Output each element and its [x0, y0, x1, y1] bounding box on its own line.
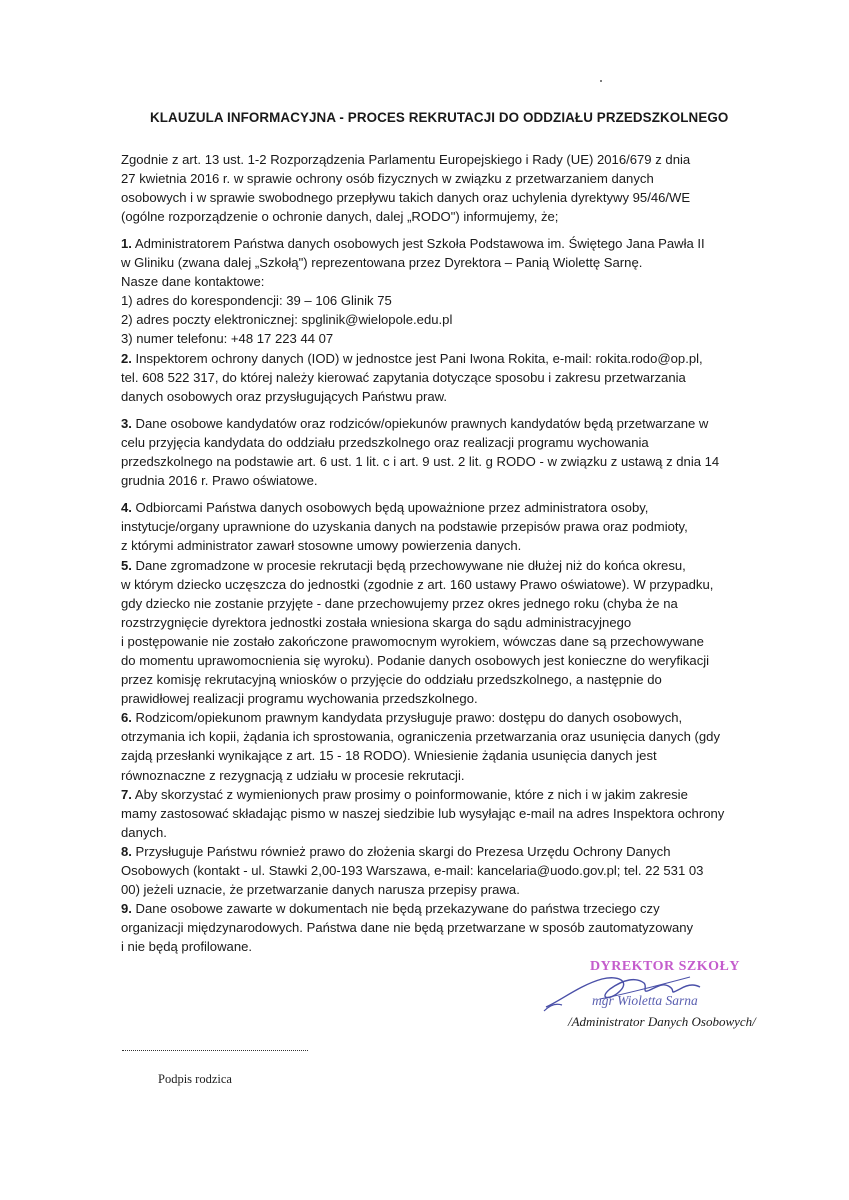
clause-7	[121, 785, 769, 842]
clause-line: do momentu uprawomocnienia się wyroku). Podanie danych osobowych jest konieczne do weryfikacji	[121, 652, 710, 668]
clause-line: mamy zastosować składając pismo w naszej siedzibie lub wysyłając e-mail na adres Inspektora ochrony	[121, 805, 725, 821]
clause-line: Dane osobowe kandydatów oraz rodziców/opiekunów prawnych kandydatów będą przetwarzane w	[131, 415, 709, 431]
clause-line: i nie będą profilowane.	[121, 939, 253, 955]
clause-line: przedszkolnego na podstawie art. 6 ust. 1 lit. c i art. 9 ust. 2 lit. g RODO - w związku z ustawą z dnia 14	[121, 454, 720, 470]
clause-line: 1) adres do korespondencji: 39 – 106 Glinik 75	[121, 293, 392, 309]
clause-line: tel. 608 522 317, do której należy kierować zapytania dotyczące sposobu i zakresu przetwarzania	[121, 369, 686, 385]
clause-line: 3) numer telefonu: +48 17 223 44 07	[121, 331, 334, 347]
clause-line: zajdą przesłanki wynikające z art. 15 - 18 RODO). Wniesienie żądania usunięcia danych jest	[121, 748, 657, 764]
clause-line: prawidłowej realizacji programu wychowania przedszkolnego.	[121, 691, 478, 707]
clause-5	[121, 556, 769, 709]
clause-number: 7.	[121, 786, 132, 802]
clause-first-line	[121, 899, 769, 918]
paper-speck	[600, 80, 602, 82]
clause-line: instytucje/organy uprawnione do uzyskania danych na podstawie przepisów prawa oraz podmioty,	[121, 519, 688, 535]
clause-number: 2.	[121, 350, 132, 366]
clause-3	[121, 414, 769, 490]
clause-first-line	[121, 234, 769, 253]
clause-line: 2) adres poczty elektronicznej: spglinik@wielopole.edu.pl	[121, 312, 453, 328]
clause-first-line	[121, 414, 769, 433]
clause-number: 6.	[121, 710, 132, 726]
clause-line: Inspektorem ochrony danych (IOD) w jednostce jest Pani Iwona Rokita, e-mail: rokita.rodo@op.pl,	[131, 350, 703, 366]
clause-line: otrzymania ich kopii, żądania ich sprostowania, ograniczenia przetwarzania oraz usunięcia danych (gdy	[121, 729, 720, 745]
clause-first-line	[121, 708, 769, 727]
clause-line: i postępowanie nie zostało zakończone prawomocnym wyrokiem, wówczas dane są przechowywane	[121, 633, 704, 649]
parent-signature-label: Podpis rodzica	[158, 1072, 232, 1086]
intro-line: (ogólne rozporządzenie o ochronie danych, dalej „RODO") informujemy, że;	[121, 209, 559, 225]
clause-line: Rodzicom/opiekunom prawnym kandydata przysługuje prawo: dostępu do danych osobowych,	[131, 710, 683, 726]
signature-line	[122, 1050, 308, 1051]
clause-line: Aby skorzystać z wymienionych praw prosimy o poinformowanie, które z nich i w jakim zakresie	[131, 786, 688, 802]
clause-line: Nasze dane kontaktowe:	[121, 274, 265, 290]
stamp-name: mgr Wioletta Sarna	[592, 993, 698, 1008]
clause-2	[121, 349, 769, 406]
clause-number: 9.	[121, 901, 132, 917]
clause-line: równoznaczne z rezygnacją z udziału w procesie rekrutacji.	[121, 767, 465, 783]
clause-line: celu przyjęcia kandydata do oddziału przedszkolnego oraz realizacji programu wychowania	[121, 434, 649, 450]
clause-line: 00) jeżeli uznacie, że przetwarzanie danych narusza przepisy prawa.	[121, 882, 520, 898]
clause-4	[121, 498, 769, 555]
clause-line: Osobowych (kontakt - ul. Stawki 2,00-193 Warszawa, e-mail: kancelaria@uodo.gov.pl; tel. 22 531 03	[121, 863, 704, 878]
intro-line: osobowych i w sprawie swobodnego przepływu takich danych oraz uchylenia dyrektywy 95/46/WE	[121, 190, 691, 206]
clause-line: Odbiorcami Państwa danych osobowych będą upoważnione przez administratora osoby,	[131, 500, 649, 516]
clause-line: rozstrzygnięcie dyrektora jednostki została wniesiona skarga do sądu administracyjnego	[121, 614, 632, 630]
clause-line: danych osobowych oraz przysługujących Państwu praw.	[121, 388, 448, 404]
clause-line: grudnia 2016 r. Prawo oświatowe.	[121, 473, 318, 489]
clause-line: danych.	[121, 824, 167, 840]
intro-paragraph	[121, 150, 769, 226]
clause-number: 3.	[121, 415, 132, 431]
clause-9	[121, 899, 769, 956]
intro-line: 27 kwietnia 2016 r. w sprawie ochrony osób fizycznych w związku z przetwarzaniem danych	[121, 171, 654, 187]
clause-number: 4.	[121, 500, 132, 516]
clause-line: w Gliniku (zwana dalej „Szkołą") reprezentowana przez Dyrektora – Panią Wiolettę Sarnę.	[121, 255, 643, 271]
administrator-label: /Administrator Danych Osobowych/	[568, 1014, 756, 1029]
clause-first-line	[121, 556, 769, 575]
clause-1	[121, 234, 769, 349]
clause-number: 8.	[121, 843, 132, 859]
clause-line: Dane zgromadzone w procesie rekrutacji będą przechowywane nie dłużej niż do końca okresu,	[131, 557, 686, 573]
clause-first-line	[121, 498, 769, 517]
clause-number: 5.	[121, 557, 132, 573]
clause-line: z którymi administrator zawarł stosowne umowy powierzenia danych.	[121, 538, 522, 554]
clause-line: przez komisję rekrutacyjną wniosków o przyjęcie do oddziału przedszkolnego, a następnie do	[121, 672, 662, 688]
clause-first-line	[121, 842, 769, 861]
clause-line: w którym dziecko uczęszcza do jednostki (zgodnie z art. 160 ustawy Prawo oświatowe). W przypadku,	[121, 576, 714, 592]
intro-line: Zgodnie z art. 13 ust. 1-2 Rozporządzenia Parlamentu Europejskiego i Rady (UE) 2016/679 z dnia	[121, 152, 691, 167]
clause-line: Administratorem Państwa danych osobowych jest Szkoła Podstawowa im. Świętego Jana Pawła II	[131, 236, 705, 251]
clause-line: Dane osobowe zawarte w dokumentach nie będą przekazywane do państwa trzeciego czy	[131, 901, 660, 917]
clause-number: 1.	[121, 236, 132, 251]
clause-line: Przysługuje Państwu również prawo do złożenia skargi do Prezesa Urzędu Ochrony Danych	[131, 843, 671, 859]
clause-6	[121, 708, 769, 784]
stamp-title: DYREKTOR SZKOŁY	[590, 959, 740, 974]
clause-line: organizacji międzynarodowych. Państwa dane nie będą przetwarzane w sposób zautomatyzowany	[121, 920, 694, 936]
clauses-block	[121, 234, 769, 956]
clause-first-line	[121, 785, 769, 804]
document-title: KLAUZULA INFORMACYJNA - PROCES REKRUTACJI DO ODDZIAŁU PRZEDSZKOLNEGO	[150, 110, 729, 125]
clause-8	[121, 842, 769, 899]
clause-first-line	[121, 349, 769, 368]
clause-line: gdy dziecko nie zostanie przyjęte - dane przechowujemy przez okres jednego roku (chyba że na	[121, 595, 678, 611]
